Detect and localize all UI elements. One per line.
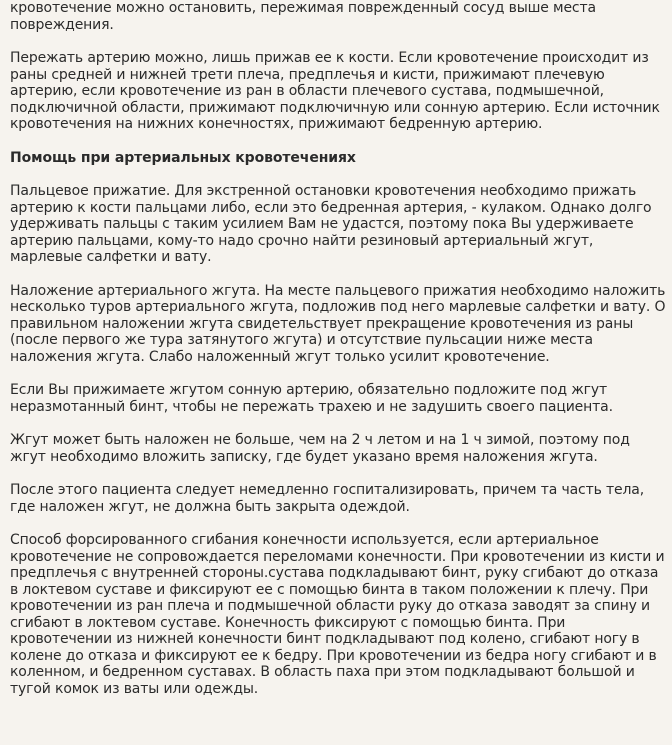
paragraph-gap [10,166,666,183]
paragraph-intro: кровотечение можно остановить, пережимая поврежденный сосуд выше места повреждения. [10,0,596,33]
paragraph-gap [10,515,666,532]
paragraph-carotid: Если Вы прижимаете жгутом сонную артерию, обязательно подложите под жгут неразмотанный бинт, чтобы не пережать трахею и не задушить своего пациента. [10,382,613,415]
paragraph-time-limit: Жгут может быть наложен не больше, чем на 2 ч летом и на 1 ч зимой, поэтому под жгут необходимо вложить записку, где будет указано время наложения жгута. [10,432,630,465]
paragraph-gap [10,33,666,50]
paragraph-gap [10,415,666,432]
paragraph-gap [10,365,666,382]
paragraph-gap [10,465,666,482]
paragraph-finger-pressure: Пальцевое прижатие. Для экстренной остановки кровотечения необходимо прижать артерию к кости пальцами либо, если это бедренная артерия, - кулаком. Однако долго удерживать пальцы с таким усилием Вам не удастся, поэтому пока Вы удерживаете артерию пальцами, кому-то надо срочно найти резиновый артериальный жгут, марлевые салфетки и вату. [10,183,652,265]
paragraph-gap [10,133,666,150]
paragraph-gap [10,266,666,283]
paragraph-pressing-artery: Пережать артерию можно, лишь прижав ее к кости. Если кровотечение происходит из раны средней и нижней трети плеча, предплечья и кисти, прижимают плечевую артерию, если кровотечение из ран в области плечевого сустава, подмышечной, подключичной области, прижимают подключичную или сонную артерию. Если источник кровотечения на нижних конечностях, прижимают бедренную артерию. [10,50,660,132]
paragraph-forced-flexion: Способ форсированного сгибания конечности используется, если артериальное кровотечение не сопровождается переломами конечности. При кровотечении из кисти и предплечья с внутренней стороны.сустава подкладывают бинт, руку сгибают до отказа в локтевом суставе и фиксируют ее с помощью бинта в таком положении к плечу. При кровотечении из ран плеча и подмышечной области руку до отказа заводят за спину и сгибают в локтевом суставе. Конечность фиксируют с помощью бинта. При кровотечении из нижней конечности бинт подкладывают под колено, сгибают ногу в колене до отказа и фиксируют ее к бедру. При кровотечении из бедра ногу сгибают и в коленном, и бедренном суставах. В область паха при этом подкладывают большой и тугой комок из ваты или одежды. [10,532,665,697]
section-heading: Помощь при артериальных кровотечениях [10,149,356,166]
paragraph-hospitalize: После этого пациента следует немедленно госпитализировать, причем та часть тела, где наложен жгут, не должна быть закрыта одеждой. [10,482,644,515]
paragraph-tourniquet: Наложение артериального жгута. На месте пальцевого прижатия необходимо наложить несколько туров артериального жгута, подложив под него марлевые салфетки и вату. О правильном наложении жгута свидетельствует прекращение кровотечения из раны (после первого же тура затянутого жгута) и отсутствие пульсации ниже места наложения жгута. Слабо наложенный жгут только усилит кровотечение. [10,282,666,365]
